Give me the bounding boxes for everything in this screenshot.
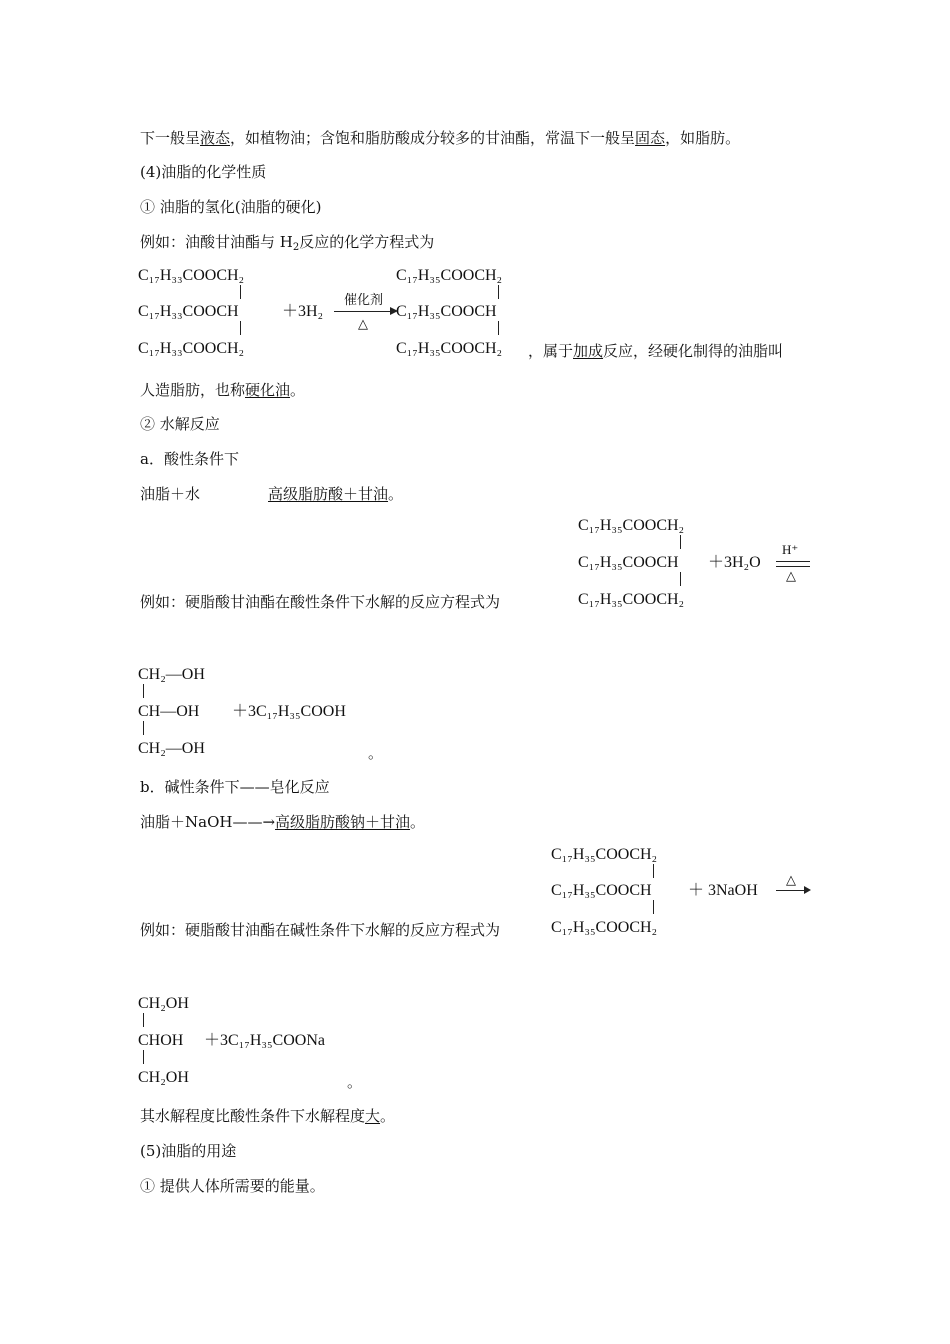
heat-symbol: △	[358, 316, 368, 331]
text: 例如：油酸甘油酯与 H	[140, 233, 293, 251]
example-hydrogenation	[140, 232, 434, 258]
answer-addition: 加成	[573, 342, 604, 360]
product-line-1: C₁₇H₃₅COOCH₂	[396, 267, 503, 284]
base-general-equation	[140, 812, 425, 832]
reversible-arrow-top	[776, 561, 810, 562]
text: 油脂＋NaOH——→	[140, 813, 276, 831]
section-heading-5: (5)油脂的用途	[140, 1142, 237, 1160]
bond-line	[143, 684, 144, 698]
text: 。	[380, 1107, 396, 1125]
product-line-3: C₁₇H₃₅COOCH₂	[396, 340, 503, 357]
product-line-2: C₁₇H₃₅COOCH	[396, 303, 497, 320]
bond-line	[143, 721, 144, 735]
text: 。	[410, 813, 426, 831]
text: 油脂＋水	[140, 485, 201, 503]
naoh-reagent: ＋ 3NaOH	[688, 882, 758, 899]
text: 。	[290, 381, 306, 399]
catalyst-label: 催化剂	[344, 292, 384, 307]
bond-line	[240, 285, 241, 299]
text: 人造脂肪，也称	[140, 381, 246, 399]
heat-symbol: △	[786, 568, 796, 583]
paragraph-hardened-oil	[140, 380, 305, 400]
water-reagent: ＋3H₂O	[708, 554, 761, 571]
h-plus-catalyst: H⁺	[782, 542, 799, 557]
bond-line	[680, 535, 681, 549]
answer-base-products: 高级脂肪酸钠＋甘油	[275, 813, 411, 831]
acid-condition-title: a．酸性条件下	[140, 450, 239, 468]
acid-reactant-line-2: C₁₇H₃₅COOCH	[578, 554, 679, 571]
reaction-arrow	[776, 890, 806, 891]
bond-line	[498, 285, 499, 299]
use-item-1: ① 提供人体所需要的能量。	[140, 1177, 325, 1195]
base-reactant-line-3: C₁₇H₃₅COOCH₂	[551, 919, 658, 936]
paragraph-hydrolysis-degree	[140, 1106, 395, 1126]
subheading-hydrolysis: ② 水解反应	[140, 415, 220, 433]
answer-greater: 大	[365, 1107, 381, 1125]
text: ，属于	[528, 342, 574, 360]
sodium-stearate-product: ＋3C₁₇H₃₅COONa	[204, 1032, 325, 1049]
period: 。	[347, 1073, 363, 1091]
text: 下一般呈	[140, 129, 201, 147]
base-example-text: 例如：硬脂酸甘油酯在碱性条件下水解的反应方程式为	[140, 921, 501, 939]
glycerol-line-2: CHOH	[138, 1032, 184, 1049]
text: ，如植物油；含饱和脂肪酸成分较多的甘油酯，常温下一般呈	[230, 129, 636, 147]
text: 反应的化学方程式为	[299, 233, 435, 251]
subheading-hydrogenation: ① 油脂的氢化(油脂的硬化)	[140, 198, 322, 216]
answer-hardened-oil: 硬化油	[245, 381, 291, 399]
text: 反应，经硬化制得的油脂叫	[603, 342, 784, 360]
bond-line	[653, 900, 654, 914]
bond-line	[240, 321, 241, 335]
bond-line	[653, 864, 654, 878]
reactant-line-1: C₁₇H₃₃COOCH₂	[138, 267, 245, 284]
section-heading-4: (4)油脂的化学性质	[140, 163, 267, 181]
period: 。	[368, 744, 384, 762]
reactant-line-2: C₁₇H₃₃COOCH	[138, 303, 239, 320]
answer-acid-products: 高级脂肪酸＋甘油	[268, 485, 389, 503]
hydrogenation-tail	[528, 341, 783, 361]
glycerol-line-1: CH₂—OH	[138, 666, 205, 683]
base-condition-title: b．碱性条件下——皂化反应	[140, 778, 330, 796]
glycerol-line-2: CH—OH	[138, 703, 200, 720]
answer-solid: 固态	[635, 129, 666, 147]
bond-line	[143, 1013, 144, 1027]
base-reactant-line-1: C₁₇H₃₅COOCH₂	[551, 846, 658, 863]
acid-general-equation	[140, 484, 403, 504]
acid-reactant-line-1: C₁₇H₃₅COOCH₂	[578, 517, 685, 534]
bond-line	[498, 321, 499, 335]
hydrogen-reagent: ＋3H₂	[282, 303, 324, 320]
glycerol-line-1: CH₂OH	[138, 995, 189, 1012]
text: 其水解程度比酸性条件下水解程度	[140, 1107, 366, 1125]
bond-line	[143, 1050, 144, 1064]
text: ，如脂肪。	[665, 129, 741, 147]
bond-line	[680, 572, 681, 586]
acid-example-text: 例如：硬脂酸甘油酯在酸性条件下水解的反应方程式为	[140, 593, 501, 611]
reaction-arrow	[334, 311, 396, 312]
heat-symbol: △	[786, 872, 796, 887]
paragraph-state	[140, 128, 740, 148]
stearic-acid-product: ＋3C₁₇H₃₅COOH	[232, 703, 346, 720]
base-reactant-line-2: C₁₇H₃₅COOCH	[551, 882, 652, 899]
answer-liquid: 液态	[200, 129, 231, 147]
arrow-head-icon	[804, 886, 811, 894]
text: 。	[388, 485, 404, 503]
glycerol-line-3: CH₂—OH	[138, 740, 205, 757]
subscript: 2	[292, 242, 300, 253]
reactant-line-3: C₁₇H₃₃COOCH₂	[138, 340, 245, 357]
acid-reactant-line-3: C₁₇H₃₅COOCH₂	[578, 591, 685, 608]
glycerol-line-3: CH₂OH	[138, 1069, 189, 1086]
